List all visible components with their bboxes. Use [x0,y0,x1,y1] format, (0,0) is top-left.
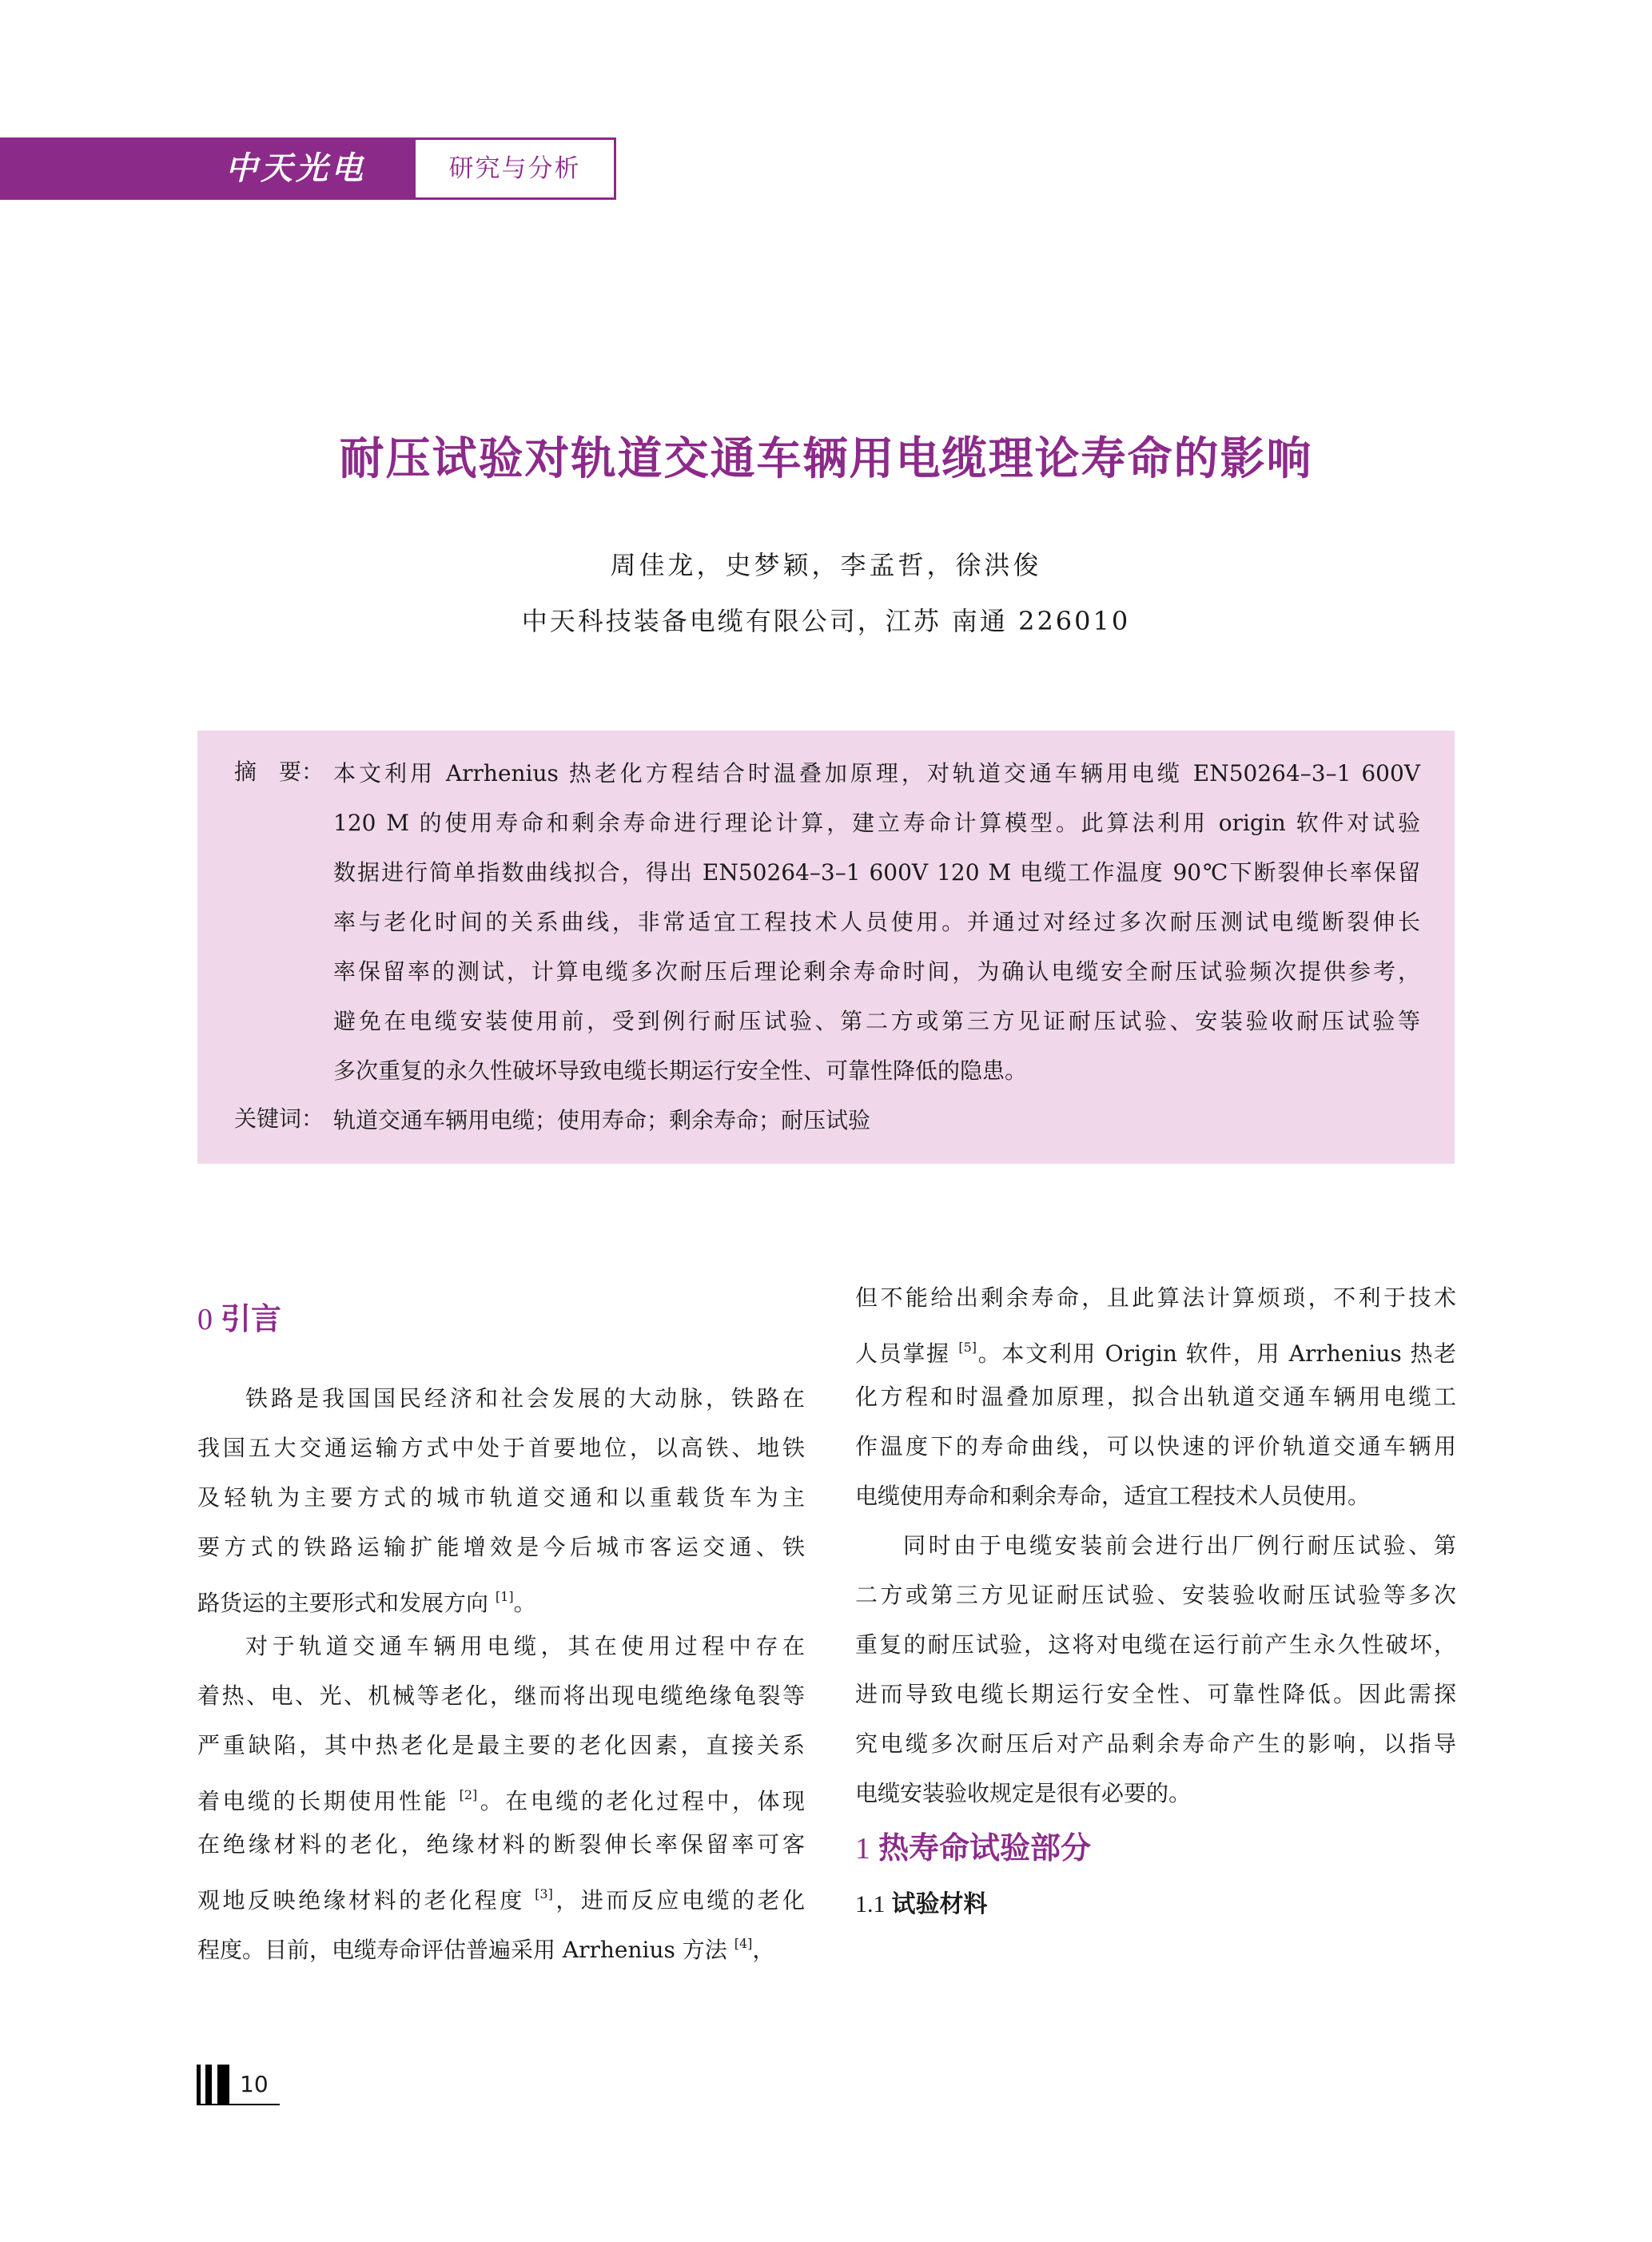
abstract-text [333,755,1420,1101]
citation-ref[interactable]: [5] [958,1340,977,1355]
spacer [197,1351,805,1380]
keywords-text-wrap [333,1101,1420,1151]
line-text: 程度。目前，电缆寿命评估普遍采用 Arrhenius 方法 [197,1937,727,1963]
footer-rule [197,2104,280,2105]
line-text: 。 [513,1590,536,1616]
abstract-line: 避免在电缆安装使用前，受到例行耐压试验、第二方或第三方见证耐压试验、安装验收耐压试验等 [333,1008,1420,1034]
right-column [855,1279,1456,1936]
paragraph-line: 重复的耐压试验，这将对电缆在运行前产生永久性破坏， [855,1631,1456,1658]
subsection-title: 试验材料 [891,1890,988,1918]
paragraph-line: 同时由于电缆安装前会进行出厂例行耐压试验、第 [903,1532,1456,1559]
paragraph-line: 在绝缘材料的老化，绝缘材料的断裂伸长率保留率可客 [197,1831,805,1858]
article-authors: 周佳龙，史梦颖，李孟哲，徐洪俊 [610,550,1042,580]
line-text: 着电缆的长期使用性能 [197,1788,450,1814]
abstract-line: 本文利用 Arrhenius 热老化方程结合时温叠加原理，对轨道交通车辆用电缆 EN50264–3–1 600V [333,760,1420,786]
paragraph-line [197,1776,805,1826]
paragraph-line: 究电缆多次耐压后对产品剩余寿命产生的影响，以指导 [855,1730,1456,1757]
citation-ref[interactable]: [2] [459,1787,478,1802]
paragraph-line: 电缆安装验收规定是很有必要的。 [855,1780,1192,1806]
paragraph-line: 我国五大交通运输方式中处于首要地位，以高铁、地铁 [197,1435,805,1461]
paragraph-line [197,1925,805,1974]
abstract-line: 率保留率的测试，计算电缆多次耐压后理论剩余寿命时间，为确认电缆安全耐压试验频次提供参考， [333,958,1420,985]
section-label: 研究与分析 [413,137,616,200]
section-number: 1 [855,1832,870,1866]
citation-ref[interactable]: [3] [535,1886,553,1902]
paragraph-line [855,1328,1456,1378]
page-marker-bars-icon [197,2065,232,2105]
article-title: 耐压试验对轨道交通车辆用电缆理论寿命的影响 [339,433,1313,485]
line-text: ， [752,1937,775,1963]
keywords-label: 关键词： [234,1105,324,1132]
citation-ref[interactable]: [1] [495,1589,514,1604]
line-text: 观地反映绝缘材料的老化程度 [197,1887,525,1913]
paragraph-line: 电缆使用寿命和剩余寿命，适宜工程技术人员使用。 [855,1483,1371,1509]
line-text: ，进而反应电缆的老化 [552,1887,805,1913]
subsection-number: 1.1 [855,1891,886,1917]
line-text: 。在电缆的老化过程中，体现 [477,1788,805,1814]
subsection-heading-1-1 [855,1880,1456,1936]
section-title: 引言 [221,1301,282,1336]
paragraph-line [197,1578,805,1627]
section-heading-0 [197,1295,805,1351]
citation-ref[interactable]: [4] [734,1936,753,1951]
section-heading-1 [855,1824,1456,1880]
paragraph-line: 对于轨道交通车辆用电缆，其在使用过程中存在 [245,1633,805,1659]
paragraph-line: 铁路是我国国民经济和社会发展的大动脉，铁路在 [245,1385,805,1412]
abstract-line: 120 M 的使用寿命和剩余寿命进行理论计算，建立寿命计算模型。此算法利用 origin 软件对试验 [333,810,1420,836]
article-affiliation: 中天科技装备电缆有限公司，江苏 南通 226010 [521,606,1131,636]
keywords-text: 轨道交通车辆用电缆；使用寿命；剩余寿命；耐压试验 [333,1107,871,1133]
line-text: 人员掌握 [855,1340,950,1367]
left-column [197,1295,805,1974]
section-title: 热寿命试验部分 [878,1830,1092,1866]
paragraph-line: 要方式的铁路运输扩能增效是今后城市客运交通、铁 [197,1534,805,1560]
abstract-line: 多次重复的永久性破坏导致电缆长期运行安全性、可靠性降低的隐患。 [333,1057,1028,1084]
paragraph-line: 二方或第三方见证耐压试验、安装验收耐压试验等多次 [855,1582,1456,1608]
paragraph-line: 严重缺陷，其中热老化是最主要的老化因素，直接关系 [197,1732,805,1758]
paragraph-line [197,1875,805,1925]
abstract-label: 摘 要： [234,759,324,785]
paragraph-line: 着热、电、光、机械等老化，继而将出现电缆绝缘龟裂等 [197,1682,805,1709]
line-text: 路货运的主要形式和发展方向 [197,1590,489,1616]
line-text: 。本文利用 Origin 软件，用 Arrhenius 热老 [977,1340,1456,1367]
paragraph-line: 进而导致电缆长期运行安全性、可靠性降低。因此需探 [855,1681,1456,1707]
page-number: 10 [240,2071,269,2097]
section-number: 0 [197,1303,213,1336]
abstract-box [197,731,1455,1164]
abstract-line: 率与老化时间的关系曲线，非常适宜工程技术人员使用。并通过对经过多次耐压测试电缆断裂伸长 [333,909,1420,935]
paragraph-line: 化方程和时温叠加原理，拟合出轨道交通车辆用电缆工 [855,1384,1456,1410]
abstract-line: 数据进行简单指数曲线拟合，得出 EN50264–3–1 600V 120 M 电缆工作温度 90℃下断裂伸长率保留 [333,859,1420,886]
paragraph-line: 及轻轨为主要方式的城市轨道交通和以重载货车为主 [197,1484,805,1511]
paragraph-line: 但不能给出剩余寿命，且此算法计算烦琐，不利于技术 [855,1284,1456,1311]
paragraph-line: 作温度下的寿命曲线，可以快速的评价轨道交通车辆用 [855,1433,1456,1459]
journal-logo: 中天光电 [225,149,366,187]
